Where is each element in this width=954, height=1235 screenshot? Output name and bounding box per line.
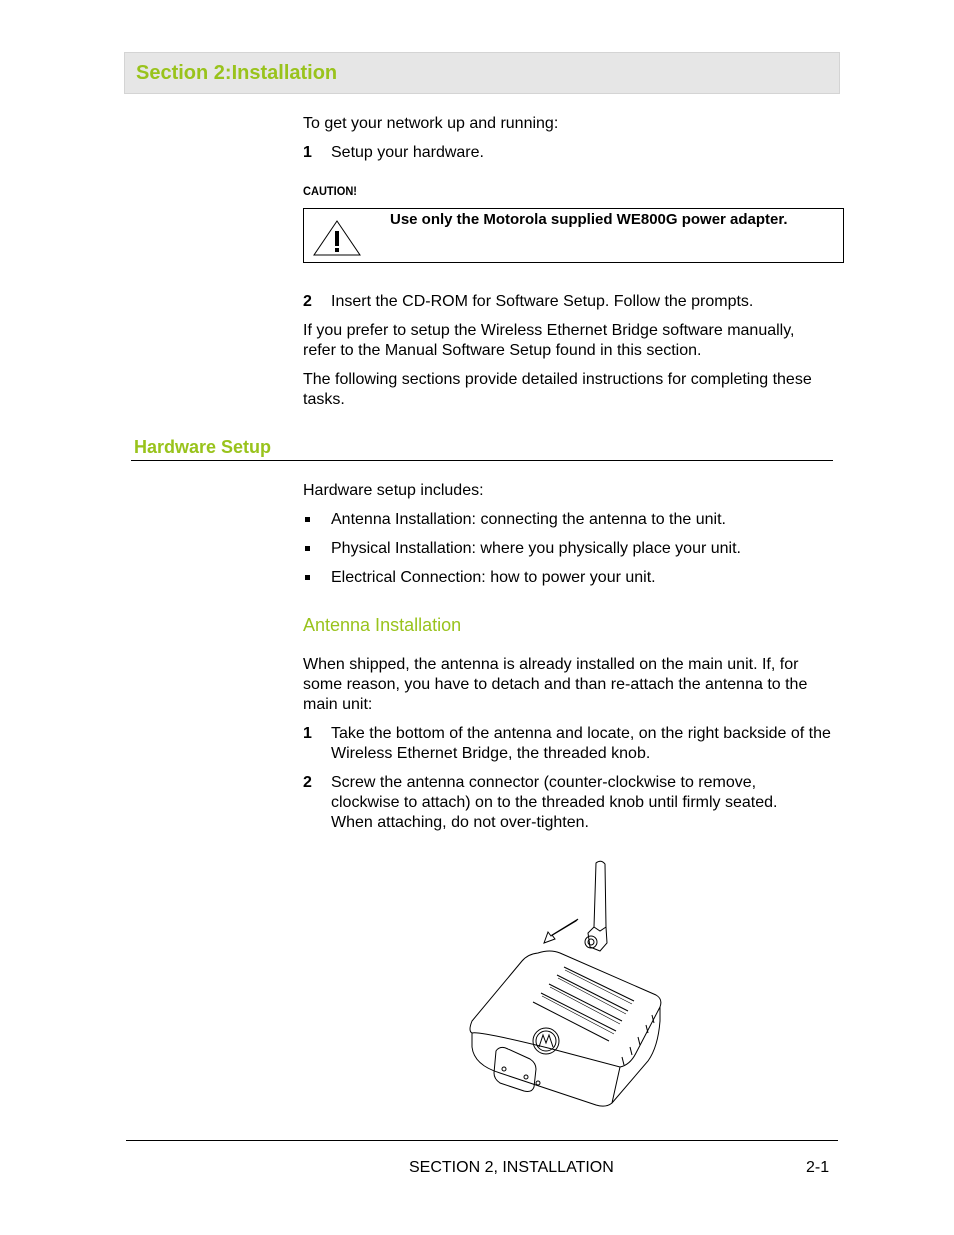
list-item [303, 510, 833, 530]
section-banner [124, 52, 840, 94]
hardware-setup-heading: Hardware Setup [134, 437, 272, 457]
warning-icon [312, 219, 362, 257]
footer-section-title: SECTION 2, INSTALLATION [409, 1159, 614, 1176]
hardware-lead: Hardware setup includes: [303, 482, 484, 499]
step-text: Screw the antenna connector (counter-clockwise to remove, clockwise to attach) on to the threaded knob until firmly seated. When attaching, do not over-tighten. [331, 774, 778, 831]
list-item [303, 539, 833, 559]
bullet-icon [305, 546, 310, 551]
wireless-bridge-antenna-illustration [460, 855, 670, 1115]
antenna-installation-heading: Antenna Installation [303, 615, 462, 635]
intro-paragraph-2: The following sections provide detailed instructions for completing these tasks. [303, 371, 812, 408]
page-number: 2-1 [806, 1159, 830, 1176]
step-text: Take the bottom of the antenna and locate, on the right backside of the Wireless Ethernet Bridge, the threaded knob. [331, 725, 831, 762]
bullet-icon [305, 517, 310, 522]
caution-text: Use only the Motorola supplied WE800G power adapter. [390, 211, 788, 228]
list-item-text: Physical Installation: where you physically place your unit. [331, 540, 741, 557]
antenna-step-2 [303, 773, 833, 833]
list-item [303, 568, 833, 588]
bullet-icon [305, 575, 310, 580]
list-item-text: Antenna Installation: connecting the antenna to the unit. [331, 511, 726, 528]
step-1 [303, 143, 833, 163]
step-number: 2 [303, 293, 312, 310]
heading-rule [131, 460, 833, 461]
caution-label: CAUTION! [303, 184, 357, 198]
step-number: 1 [303, 144, 312, 161]
step-text: Insert the CD-ROM for Software Setup. Follow the prompts. [331, 293, 754, 310]
intro-lead: To get your network up and running: [303, 115, 559, 132]
caution-box [303, 208, 844, 263]
section-title: Section 2:Installation [136, 62, 338, 84]
step-number: 2 [303, 774, 312, 791]
intro-paragraph-1: If you prefer to setup the Wireless Ethernet Bridge software manually, refer to the Manual Software Setup found in this section. [303, 322, 795, 359]
antenna-step-1 [303, 724, 833, 764]
step-number: 1 [303, 725, 312, 742]
footer-rule [126, 1140, 838, 1141]
step-text: Setup your hardware. [331, 144, 484, 161]
antenna-paragraph: When shipped, the antenna is already installed on the main unit. If, for some reason, you have to detach and than re-attach the antenna to the main unit: [303, 656, 808, 713]
list-item-text: Electrical Connection: how to power your unit. [331, 569, 656, 586]
step-2 [303, 292, 833, 312]
